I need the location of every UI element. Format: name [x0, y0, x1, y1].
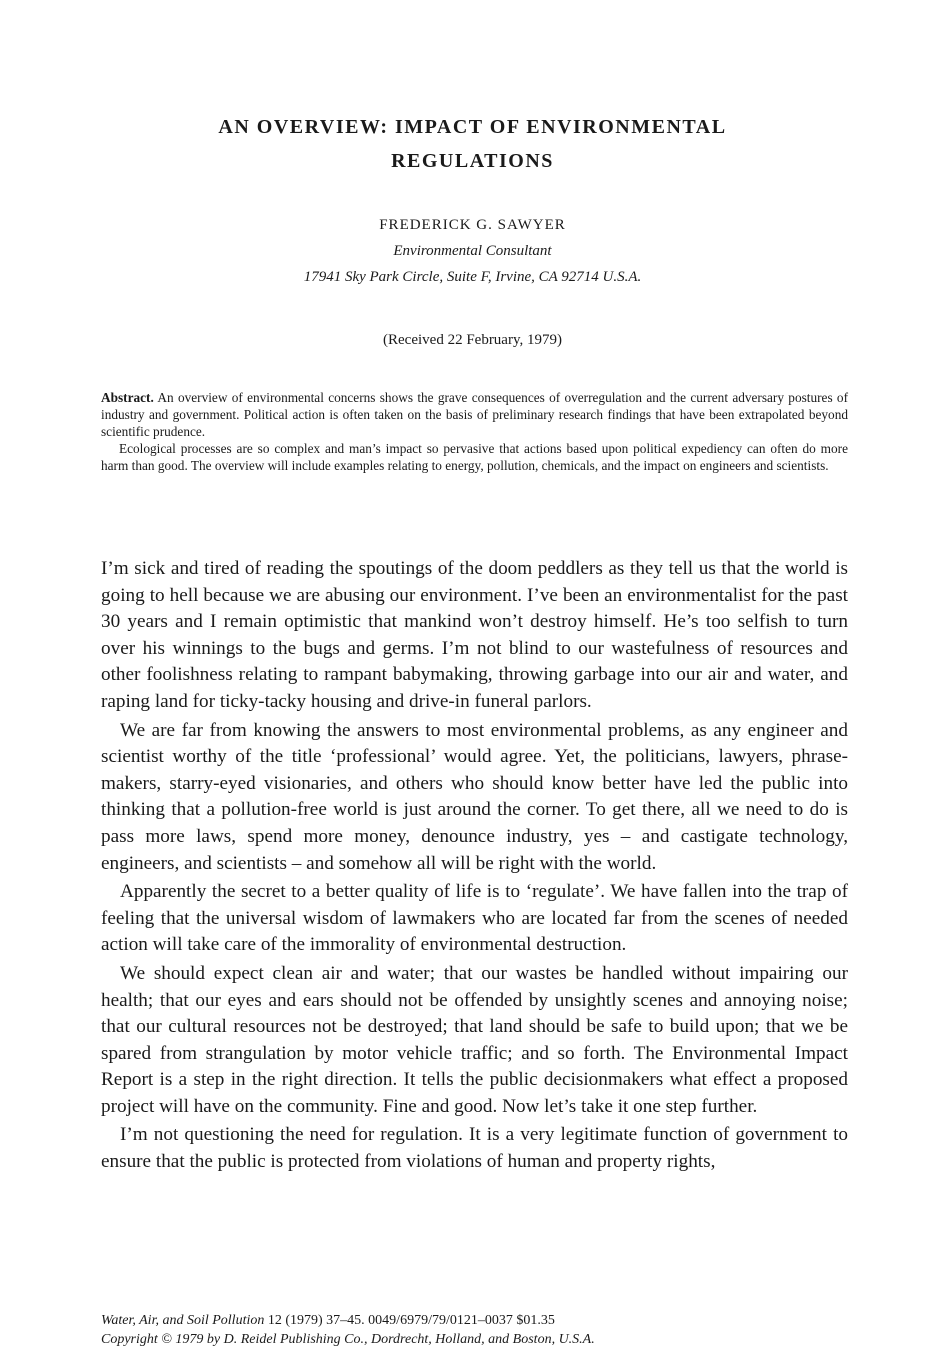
body-paragraph: Apparently the secret to a better quality of life is to ‘regulate’. We have fallen into the trap of feeling that the universal wisdom of lawmakers who are located far from the scenes of needed action will take care of the immorality of environmental destruction.: [101, 881, 848, 956]
footer-copyright: Copyright © 1979 by D. Reidel Publishing Co., Dordrecht, Holland, and Boston, U.S.A.: [101, 1332, 595, 1347]
body-paragraph: We should expect clean air and water; that our wastes be handled without impairing our health; that our eyes and ears should not be offended by unsightly scenes and annoying noise; that our cultural resources not be destroyed; that land should be safe to build upon; that we be spared from strangulation by motor vehicle traffic; and so forth. The Environmental Impact Report is a step in the right direction. It tells the public decisionmakers what effect a proposed project will have on the community. Fine and good. Now let’s take it one step further.: [101, 962, 848, 1117]
body-paragraph: We are far from knowing the answers to most environmental problems, as any engineer and scientist worthy of the title ‘professional’ would agree. Yet, the politicians, lawyers, phrase-makers, starry-eyed visionaries, and others who should know better have led the public into thinking that a pollution-free world is just around the corner. To get there, all we need to do is pass more laws, spend more money, denounce industry, yes – and castigate technology, engineers, and scientists – and somehow all will be right with the world.: [101, 719, 848, 874]
paper-title-line-2: REGULATIONS: [391, 150, 554, 172]
abstract-paragraph-1: [101, 389, 848, 440]
author-name: FREDERICK G. SAWYER: [379, 217, 566, 233]
abstract-paragraph-2: Ecological processes are so complex and man’s impact so pervasive that actions based upon political expediency can often do more harm than good. The overview will include examples relating to energy, pollution, chemicals, and the impact on engineers and scientists.: [101, 441, 848, 473]
journal-volume: 12: [267, 1313, 282, 1328]
journal-name: Water, Air, and Soil Pollution: [101, 1313, 265, 1328]
body-paragraph: I’m sick and tired of reading the spoutings of the doom peddlers as they tell us that the world is going to hell because we are abusing our environment. I’ve been an environmentalist for the past 30 years and I remain optimistic that mankind won’t destroy himself. He’s too selfish to turn over his winnings to the bugs and germs. I’m not blind to our wastefulness of resources and other foolishness relating to rampant babymaking, throwing garbage into our air and water, and raping land for ticky-tacky housing and drive-in funeral parlors.: [101, 558, 848, 712]
paper-title-line-1: AN OVERVIEW: IMPACT OF ENVIRONMENTAL: [218, 116, 727, 138]
footer-citation: [101, 1311, 848, 1330]
body-text: [101, 556, 848, 1178]
author-role: Environmental Consultant: [393, 243, 552, 259]
abstract-label: Abstract.: [101, 390, 154, 405]
abstract-text-1: An overview of environmental concerns shows the grave consequences of overregulation and the current adversary postures of industry and government. Political action is often taken on the basis of preliminary research findings that have been extrapolated beyond scientific prudence.: [101, 390, 848, 439]
body-paragraph: I’m not questioning the need for regulation. It is a very legitimate function of government to ensure that the public is protected from violations of human and property rights,: [101, 1124, 848, 1173]
author-address: 17941 Sky Park Circle, Suite F, Irvine, CA 92714 U.S.A.: [303, 269, 642, 285]
abstract: [101, 389, 848, 474]
citation-details: (1979) 37–45. 0049/6979/79/0121–0037 $01.35: [285, 1313, 555, 1328]
received-date: (Received 22 February, 1979): [383, 332, 562, 348]
